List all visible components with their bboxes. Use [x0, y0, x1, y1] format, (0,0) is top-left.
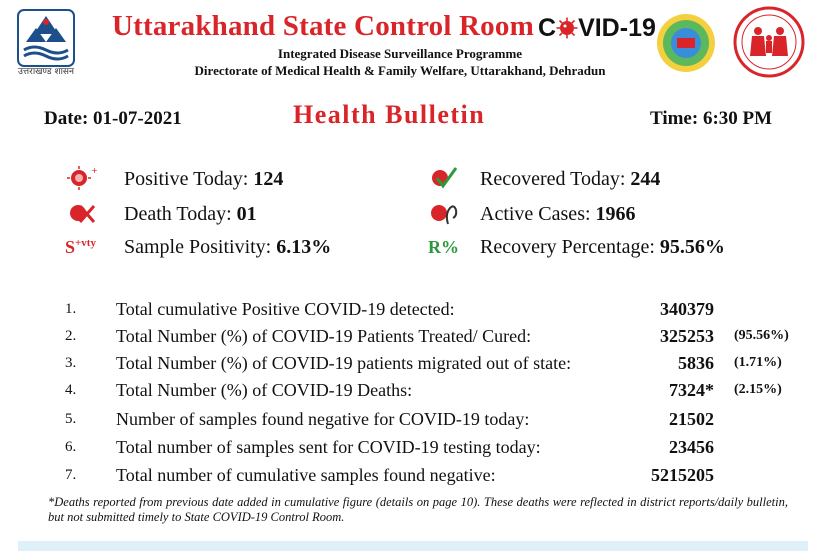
row-value: 325253 [660, 326, 714, 346]
active-cases-label: Active Cases: [480, 203, 596, 225]
bulletin-dateline [0, 98, 825, 138]
row-value: 7324* [669, 380, 714, 400]
active-cases [480, 203, 636, 226]
sample-positivity-value: 6.13% [276, 236, 332, 258]
positivity-symbol-letter: S [65, 237, 76, 257]
positivity-symbol-sup: +vty [75, 237, 96, 249]
virus-icon [66, 165, 96, 191]
table-row [0, 409, 825, 437]
idsp-logo-icon [655, 12, 717, 74]
row-value: 5215205 [651, 465, 714, 485]
sample-positivity-label: Sample Positivity: [124, 236, 277, 258]
row-number: 3. [65, 355, 77, 371]
row-value: 5836 [678, 353, 714, 373]
row-value: 21502 [669, 409, 714, 429]
recovered-today-value: 244 [630, 168, 661, 190]
row-description: Total number of samples sent for COVID-19 testing today: [116, 437, 541, 457]
row-description: Number of samples found negative for COVID-19 today: [116, 409, 530, 429]
death-today-value: 01 [236, 203, 257, 225]
bulletin-header [0, 0, 825, 95]
table-row [0, 299, 825, 327]
row-number: 2. [65, 328, 77, 344]
sample-positivity [124, 236, 331, 259]
row-description: Total cumulative Positive COVID-19 detected: [116, 299, 455, 319]
national-health-mission-logo-icon [724, 2, 814, 82]
positive-today [124, 168, 283, 191]
row-number: 7. [65, 467, 77, 483]
bulletin-date: Date: 01-07-2021 [44, 108, 182, 129]
table-row [0, 326, 825, 354]
recovered-today [480, 168, 660, 191]
subtitle-directorate: Directorate of Medical Health & Family Welfare, Uttarakhand, Dehradun [194, 63, 606, 78]
recovery-percentage-value: 95.56% [659, 236, 725, 258]
table-row [0, 437, 825, 465]
row-description: Total Number (%) of COVID-19 Deaths: [116, 380, 413, 400]
state-logo-caption: उत्तराखण्ड शासन [17, 67, 74, 77]
death-today [124, 203, 257, 226]
covid-suffix: VID-19 [578, 14, 656, 42]
row-description: Total Number (%) of COVID-19 Patients Treated/ Cured: [116, 326, 532, 346]
row-description: Total Number (%) of COVID-19 patients migrated out of state: [116, 353, 572, 373]
covid-prefix: C [538, 14, 557, 42]
covid-19-wordmark [538, 14, 656, 43]
row-number: 5. [65, 411, 77, 427]
death-today-label: Death Today: [124, 203, 237, 225]
recovery-percentage-symbol: R% [428, 237, 459, 257]
page-title: Uttarakhand State Control Room [112, 10, 534, 42]
row-percentage: (1.71%) [734, 355, 782, 370]
bulletin-time: Time: 6:30 PM [650, 108, 773, 129]
row-percentage: (2.15%) [734, 382, 782, 397]
recovered-today-label: Recovered Today: [480, 168, 631, 190]
row-description: Total number of cumulative samples found negative: [116, 465, 496, 485]
recovered-check-icon [428, 165, 458, 191]
row-number: 4. [65, 382, 77, 398]
coronavirus-icon [556, 17, 578, 39]
row-percentage: (95.56%) [734, 328, 789, 343]
positive-today-value: 124 [253, 168, 284, 190]
recovery-percentage [480, 236, 725, 259]
bottom-band [18, 541, 808, 551]
deaths-footnote: *Deaths reported from previous date added in cumulative figure (details on page 10). These deaths were reflected in district reports/daily bulletin, but not submitted timely to State COVID-19 Control Room. [48, 495, 788, 524]
active-person-icon [428, 200, 458, 226]
svg-text:+: + [91, 166, 98, 175]
recovery-percentage-label: Recovery Percentage: [480, 236, 660, 258]
death-cross-icon [66, 200, 96, 226]
subtitle-programme: Integrated Disease Surveillance Programme [277, 46, 523, 61]
row-value: 340379 [660, 299, 714, 319]
positive-today-label: Positive Today: [124, 168, 254, 190]
table-row [0, 465, 825, 493]
table-row [0, 353, 825, 381]
row-number: 6. [65, 439, 77, 455]
row-number: 1. [65, 301, 77, 317]
active-cases-value: 1966 [595, 203, 636, 225]
sample-positivity-symbol [65, 237, 96, 258]
table-row [0, 380, 825, 408]
row-value: 23456 [669, 437, 714, 457]
bulletin-heading: Health Bulletin [293, 100, 486, 129]
